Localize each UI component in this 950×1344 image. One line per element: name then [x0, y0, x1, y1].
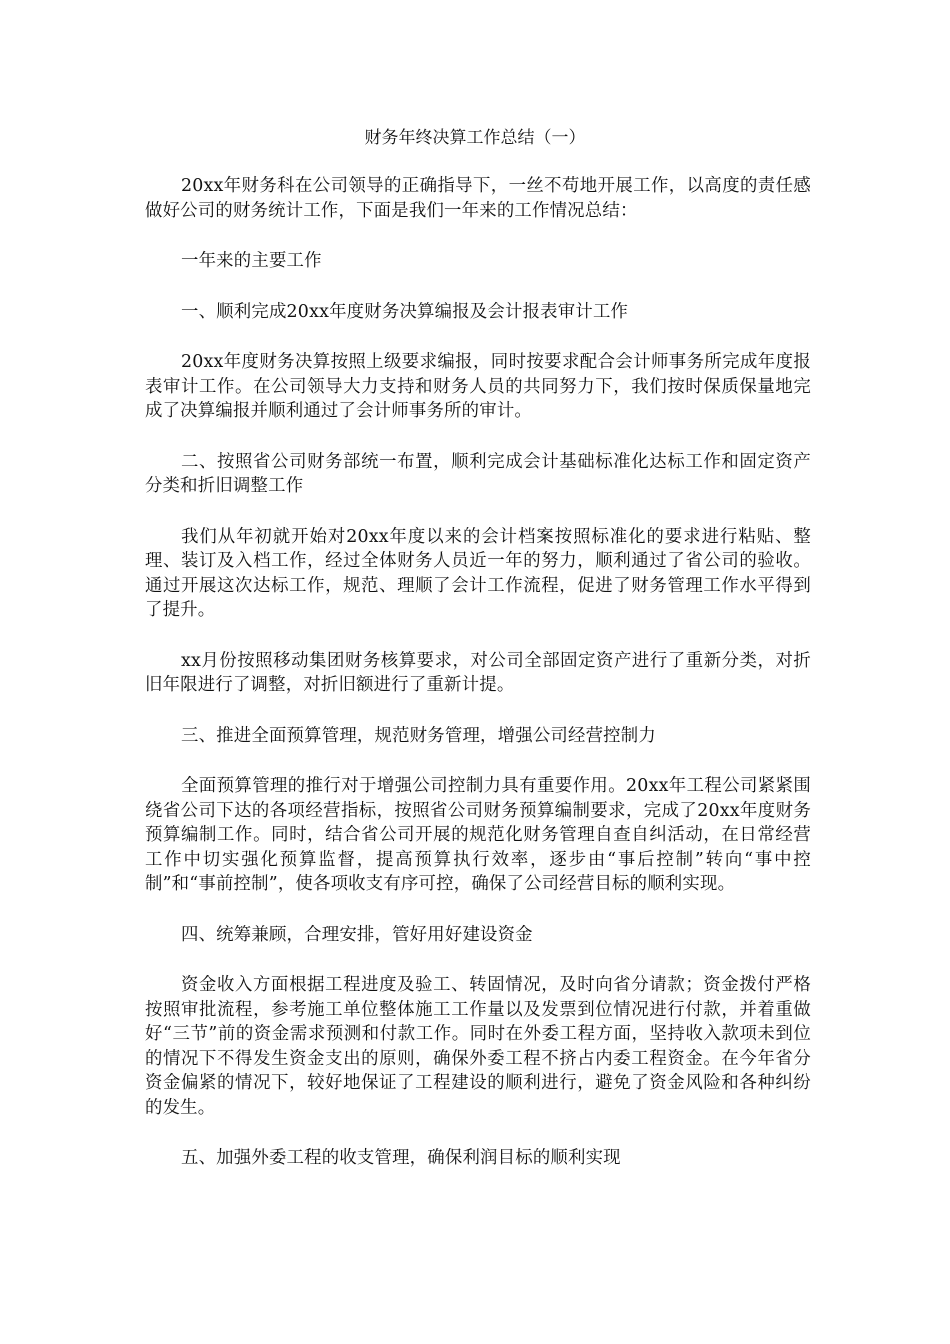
section-2-paragraph-2: xx月份按照移动集团财务核算要求，对公司全部固定资产进行了重新分类，对折旧年限进行了调整，对折旧额进行了重新计提。	[145, 650, 811, 695]
section-heading-5: 五、加强外委工程的收支管理，确保利润目标的顺利实现	[181, 1148, 621, 1168]
section-2-paragraph-1: 我们从年初就开始对20xx年度以来的会计档案按照标准化的要求进行粘贴、整理、装订及入档工作，经过全体财务人员近一年的努力，顺利通过了省公司的验收。通过开展这次达标工作，规范、理顺了会计工作流程，促进了财务管理工作水平得到了提升。	[145, 526, 811, 620]
document-title: 财务年终决算工作总结（一）	[364, 128, 586, 148]
section-heading-3: 三、推进全面预算管理，规范财务管理，增强公司经营控制力	[181, 725, 656, 746]
section-3-paragraph: 全面预算管理的推行对于增强公司控制力具有重要作用。20xx年工程公司紧紧围绕省公司下达的各项经营指标，按照省公司财务预算编制要求，完成了20xx年度财务预算编制工作。同时，结合省公司开展的规范化财务管理自查自纠活动，在日常经营工作中切实强化预算监督，提高预算执行效率，逐步由“事后控制”转向“事中控制”和“事前控制”，使各项收支有序可控，确保了公司经营目标的顺利实现。	[145, 776, 811, 894]
section-heading-main-work: 一年来的主要工作	[181, 251, 322, 271]
section-heading-1: 一、顺利完成20xx年度财务决算编报及会计报表审计工作	[181, 301, 629, 322]
section-4-paragraph: 资金收入方面根据工程进度及验工、转固情况，及时向省分请款；资金拨付严格按照审批流程，参考施工单位整体施工工作量以及发票到位情况进行付款，并着重做好“三节”前的资金需求预测和付款工作。同时在外委工程方面，坚持收入款项未到位的情况下不得发生资金支出的原则，确保外委工程不挤占内委工程资金。在今年省分资金偏紧的情况下，较好地保证了工程建设的顺利进行，避免了资金风险和各种纠纷的发生。	[145, 975, 811, 1118]
section-heading-4: 四、统筹兼顾，合理安排，管好用好建设资金	[181, 924, 533, 945]
section-1-paragraph: 20xx年度财务决算按照上级要求编报，同时按要求配合会计师事务所完成年度报表审计工作。在公司领导大力支持和财务人员的共同努力下，我们按时保质保量地完成了决算编报并顺利通过了会计师事务所的审计。	[145, 352, 811, 421]
document-body	[145, 174, 811, 1197]
section-heading-2: 二、按照省公司财务部统一布置，顺利完成会计基础标准化达标工作和固定资产分类和折旧调整工作	[145, 451, 811, 496]
intro-paragraph: 20xx年财务科在公司领导的正确指导下，一丝不苟地开展工作，以高度的责任感做好公司的财务统计工作，下面是我们一年来的工作情况总结：	[145, 176, 811, 221]
